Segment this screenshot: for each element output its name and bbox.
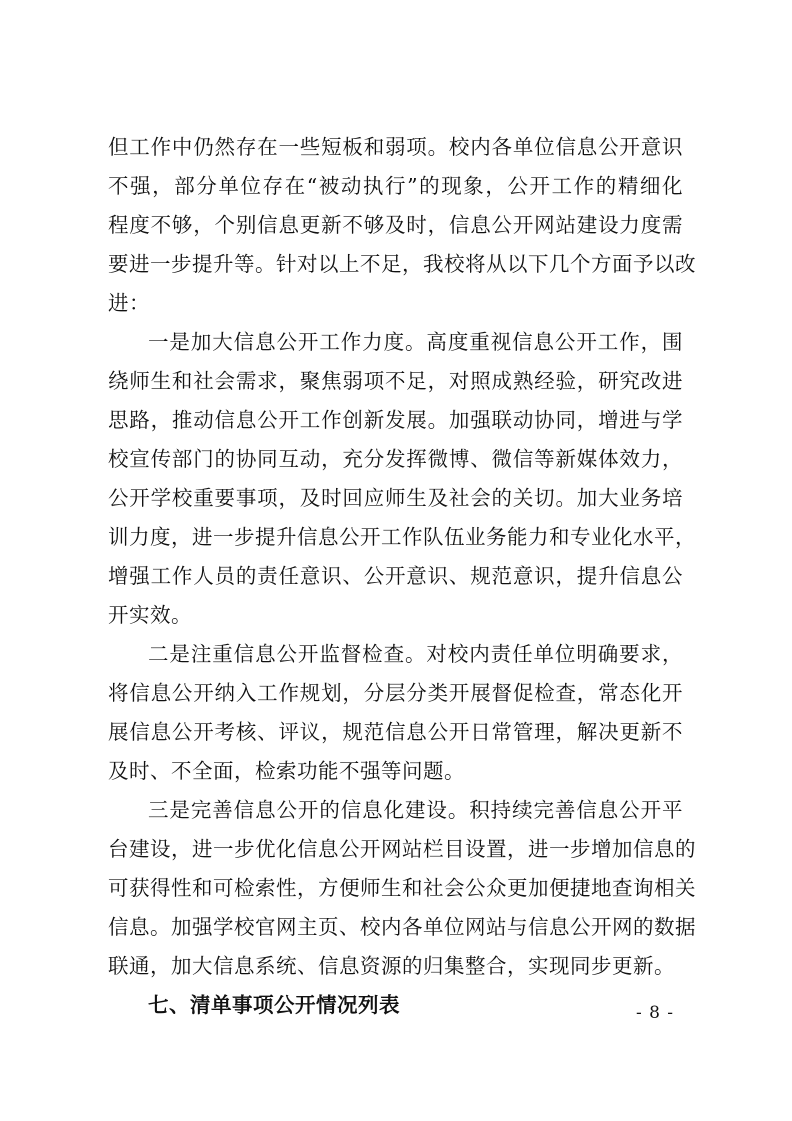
page-number: - 8 - [635, 1003, 675, 1023]
paragraph-line: 将信息公开纳入工作规划，分层分类开展督促检查，常态化开 [108, 681, 683, 705]
paragraph-line: 进： [108, 291, 150, 315]
paragraph-line: 台建设，进一步优化信息公开网站栏目设置，进一步增加信息的 [108, 837, 696, 861]
paragraph-line: 训力度，进一步提升信息公开工作队伍业务能力和专业化水平， [108, 525, 696, 549]
paragraph-line: 开实效。 [108, 603, 192, 627]
paragraph-line: 绕师生和社会需求，聚焦弱项不足，对照成熟经验，研究改进 [108, 369, 683, 393]
paragraph-line: 程度不够，个别信息更新不够及时，信息公开网站建设力度需 [108, 213, 683, 237]
paragraph-line: 一是加大信息公开工作力度。高度重视信息公开工作，围 [148, 330, 683, 354]
paragraph-line: 展信息公开考核、评议，规范信息公开日常管理，解决更新不 [108, 720, 683, 744]
section-heading: 七、清单事项公开情况列表 [148, 993, 400, 1017]
paragraph-line: 三是完善信息公开的信息化建设。积持续完善信息公开平 [148, 798, 683, 822]
paragraph-line: 公开学校重要事项，及时回应师生及社会的关切。加大业务培 [108, 486, 683, 510]
paragraph-line: 信息。加强学校官网主页、校内各单位网站与信息公开网的数据 [108, 915, 696, 939]
paragraph-line: 不强，部分单位存在“被动执行”的现象，公开工作的精细化 [108, 174, 683, 198]
paragraph-line: 思路，推动信息公开工作创新发展。加强联动协同，增进与学 [108, 408, 683, 432]
paragraph-line: 及时、不全面，检索功能不强等问题。 [108, 759, 465, 783]
paragraph-line: 校宣传部门的协同互动，充分发挥微博、微信等新媒体效力， [108, 447, 683, 471]
paragraph-line: 二是注重信息公开监督检查。对校内责任单位明确要求， [148, 642, 683, 666]
paragraph-line: 要进一步提升等。针对以上不足，我校将从以下几个方面予以改 [108, 252, 696, 276]
paragraph-line: 联通，加大信息系统、信息资源的归集整合，实现同步更新。 [108, 954, 675, 978]
paragraph-line: 增强工作人员的责任意识、公开意识、规范意识，提升信息公 [108, 564, 683, 588]
paragraph-line: 但工作中仍然存在一些短板和弱项。校内各单位信息公开意识 [108, 135, 683, 159]
paragraph-line: 可获得性和可检索性，方便师生和社会公众更加便捷地查询相关 [108, 876, 696, 900]
